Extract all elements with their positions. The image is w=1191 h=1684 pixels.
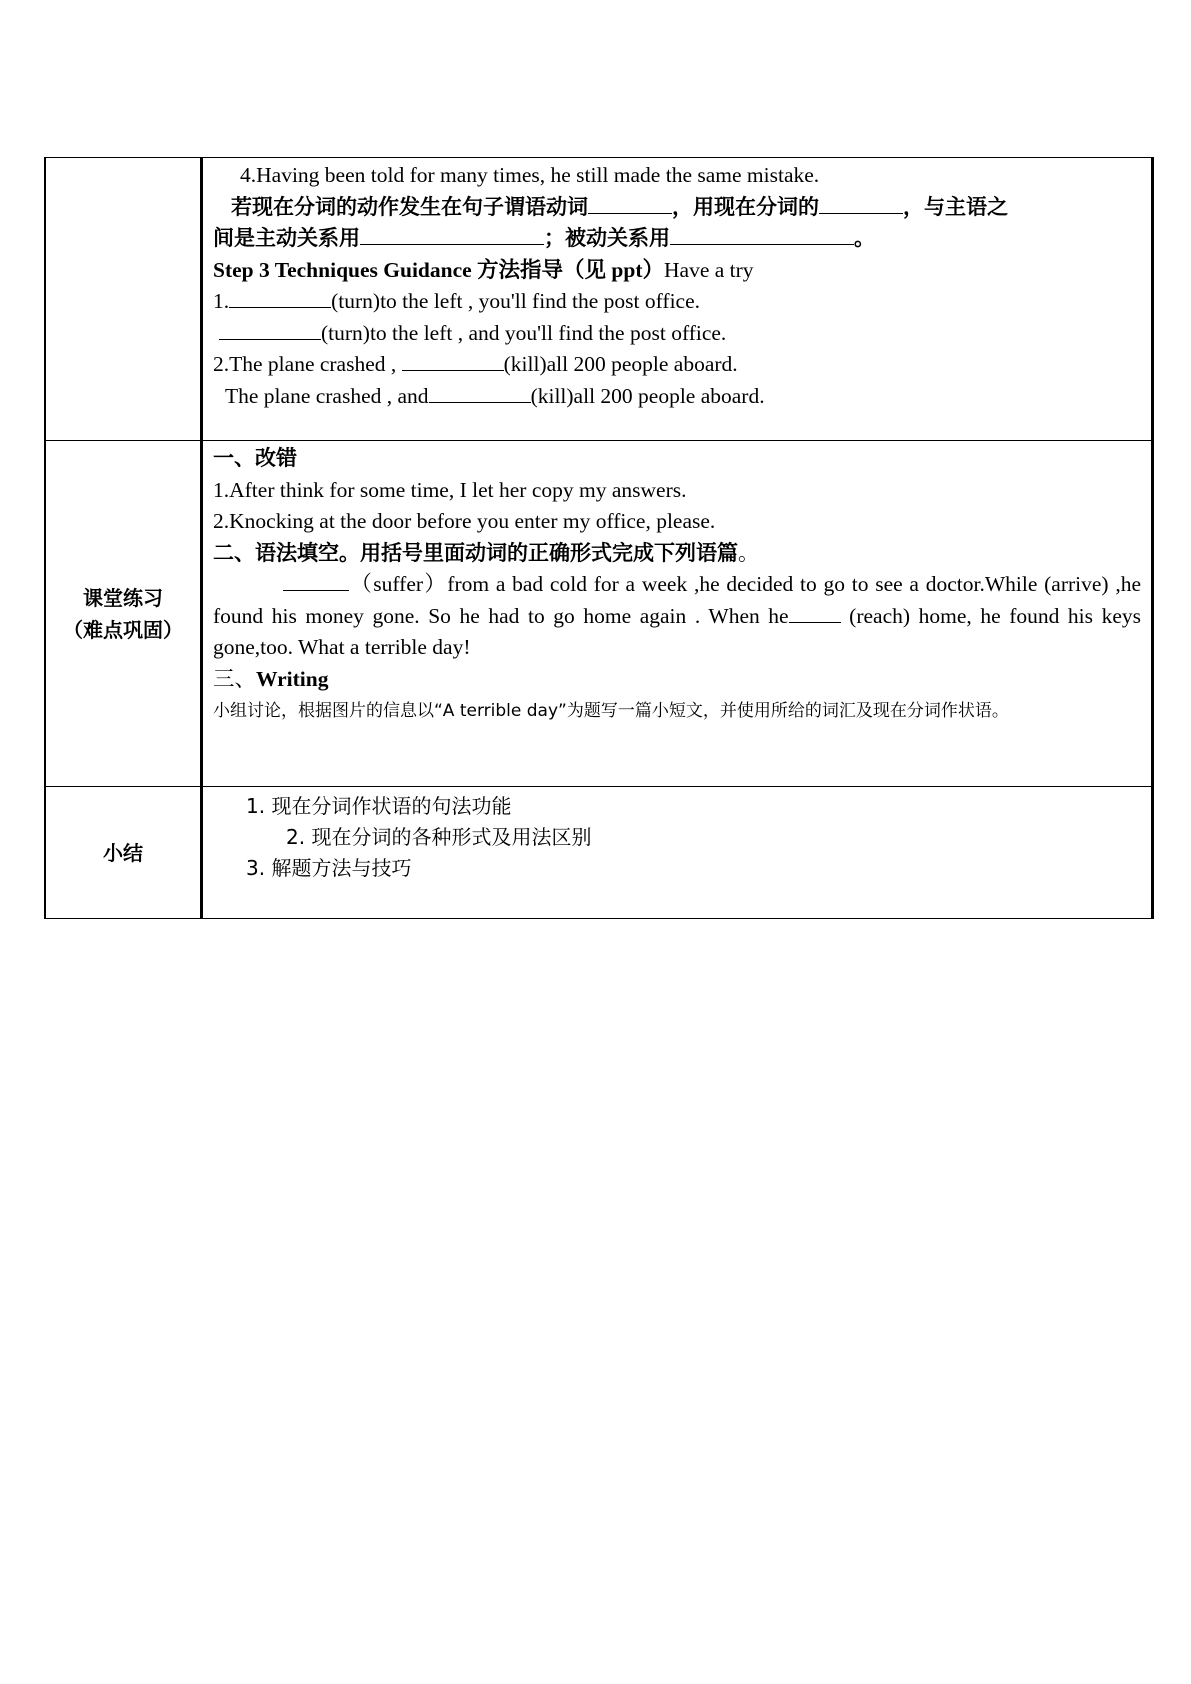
answer-blank	[283, 570, 349, 591]
rule-text: 若现在分词的动作发生在句子谓语动词	[231, 194, 588, 219]
answer-blank	[229, 287, 331, 308]
answer-blank	[360, 224, 544, 245]
step-title: Step 3 Techniques Guidance 方法指导（见 ppt）	[213, 257, 664, 282]
row-label-cell	[45, 787, 202, 919]
answer-blank	[670, 224, 854, 245]
row-label-cell	[45, 441, 202, 787]
exercise-2b: The plane crashed , and (kill)all 200 people aboard.	[225, 383, 765, 408]
rule-text: ，用现在分词的	[672, 194, 819, 219]
table-row	[45, 787, 1153, 919]
section-2-title: 二、语法填空。用括号里面动词的正确形式完成下列语篇。	[213, 540, 759, 565]
correction-item-1: 1.After think for some time, I let her copy my answers.	[213, 477, 687, 502]
answer-blank	[819, 193, 903, 214]
exercise-1a: 1. (turn)to the left , you'll find the post office.	[213, 289, 701, 313]
lesson-plan-table	[44, 157, 1154, 919]
table-row	[45, 441, 1153, 787]
row-content-cell	[202, 787, 1153, 919]
example-sentence-4: 4.Having been told for many times, he still made the same mistake.	[240, 163, 820, 187]
step-3-heading	[213, 255, 1141, 287]
rule-text: ，与主语之	[903, 194, 1008, 219]
rule-text: 。	[854, 226, 875, 250]
answer-blank	[429, 382, 531, 403]
section-3-title: 三、Writing	[213, 666, 329, 692]
row-content-cell	[202, 158, 1153, 441]
rule-text: ；被动关系用	[544, 226, 670, 250]
correction-item-2: 2.Knocking at the door before you enter my office, please.	[213, 509, 716, 533]
row-content-cell	[202, 441, 1153, 787]
rule-line-2	[213, 223, 1141, 255]
answer-blank	[789, 602, 841, 623]
summary-item: 1. 现在分词作状语的句法功能	[246, 794, 512, 818]
row-label-line: （难点巩固）	[63, 617, 183, 642]
answer-blank	[219, 319, 321, 340]
section-2-passage: （suffer）from a bad cold for a week ,he decided to go to see a doctor.While (arrive) ,he found his money gone. So he had to go home again . When he (reach) home, he found his keys gone,too. What a terrible day!	[213, 572, 1142, 659]
summary-item: 2. 现在分词的各种形式及用法区别	[286, 825, 592, 849]
section-1-title: 一、改错	[213, 446, 297, 470]
row-label-line: 课堂练习	[83, 585, 163, 610]
table-row	[45, 158, 1153, 441]
exercise-2a: 2.The plane crashed , (kill)all 200 people aboard.	[213, 352, 738, 376]
step-subtitle: Have a try	[664, 257, 754, 282]
exercise-1b: (turn)to the left , and you'll find the post office.	[213, 318, 1141, 350]
row-label-cell	[45, 158, 202, 441]
answer-blank	[588, 193, 672, 214]
writing-instructions: 小组讨论，根据图片的信息以“A terrible day”为题写一篇小短文，并使用所给的词汇及现在分词作状语。	[213, 701, 1009, 721]
rule-line-1	[213, 192, 1141, 224]
rule-text: 间是主动关系用	[213, 226, 360, 250]
answer-blank	[402, 350, 504, 371]
summary-item: 3. 解题方法与技巧	[246, 856, 412, 880]
row-label: 小结	[103, 840, 143, 865]
